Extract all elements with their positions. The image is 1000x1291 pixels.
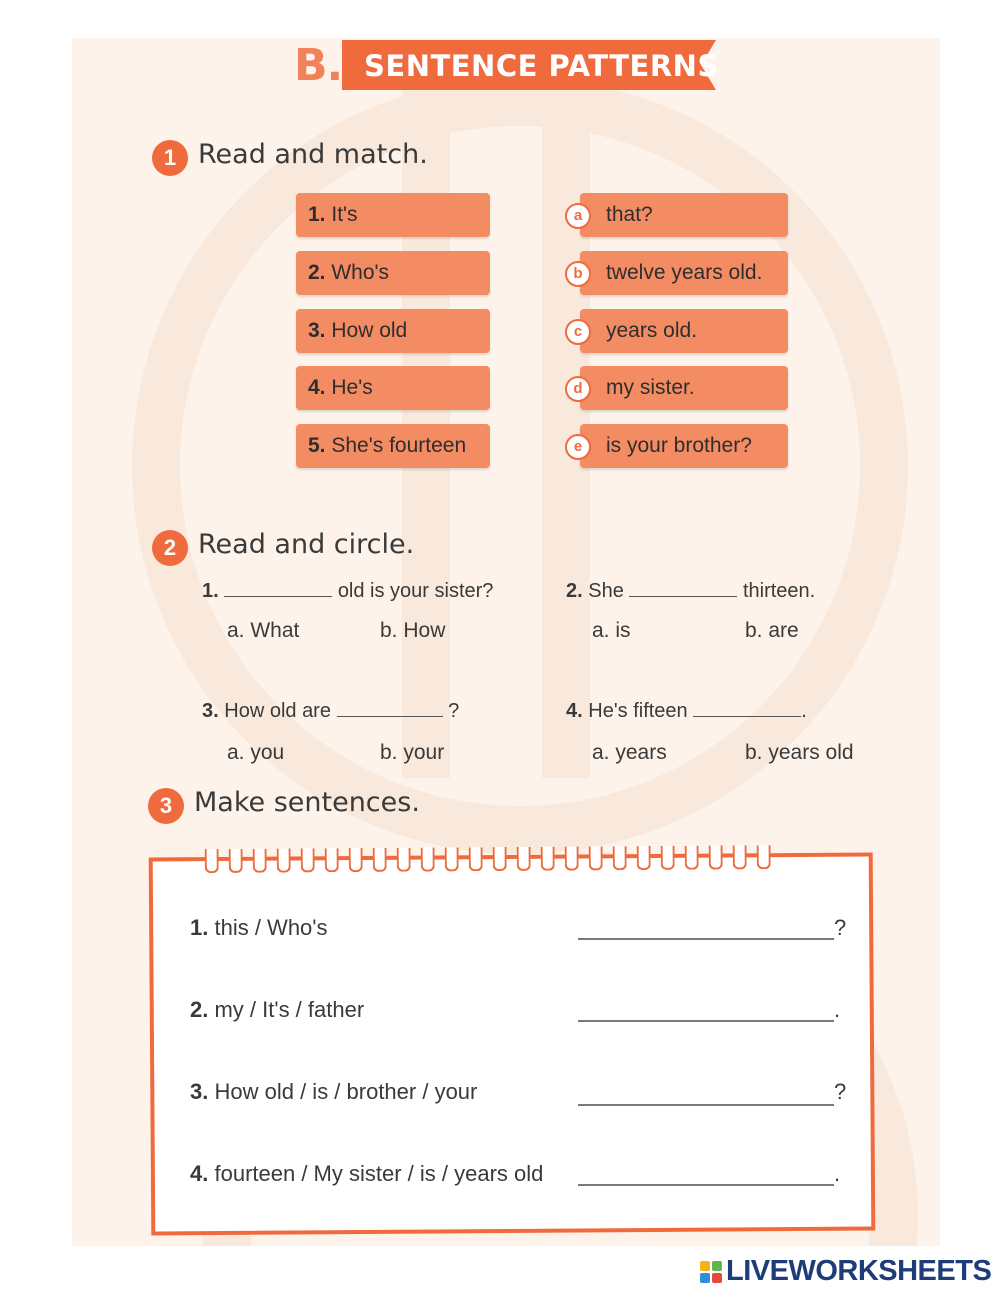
option-letter-badge: c [565,319,591,345]
spiral-ring [229,849,243,873]
item-text: years old. [606,319,698,342]
item-text: twelve years old. [606,261,763,284]
item-text: He's [331,376,373,399]
match-left-item[interactable] [296,309,490,353]
question-before: He's fifteen [588,700,688,722]
item-text: She's fourteen [331,434,467,457]
section-title: Read and match. [198,139,428,170]
match-right-item[interactable] [580,424,788,468]
answer-blank[interactable] [224,595,332,597]
item-text: that? [606,203,653,226]
spiral-ring [613,846,627,870]
sentence-prompt-2 [190,997,364,1023]
spiral-ring [277,849,291,873]
brand-name: LIVEWORKSHEETS [726,1255,992,1287]
item-number: 3. [308,319,326,342]
section-title: Make sentences. [194,787,420,818]
spiral-ring [493,847,507,871]
item-number: 2. [308,261,326,284]
option-b[interactable]: b. years old [745,741,854,764]
spiral-ring [517,847,531,871]
spiral-ring [541,847,555,871]
item-text: my sister. [606,376,695,399]
match-right-item[interactable] [580,309,788,353]
match-right-item[interactable] [580,366,788,410]
question-number: 4. [566,700,583,722]
item-number: 1. [190,915,209,940]
item-text: It's [331,203,358,226]
spiral-ring [589,846,603,870]
question-number: 2. [566,580,583,602]
question-3 [202,700,459,723]
option-a[interactable]: a. is [592,619,631,642]
answer-line[interactable] [578,938,834,940]
question-after: old is your sister? [337,580,494,602]
answer-blank[interactable] [693,715,801,717]
spiral-ring [445,847,459,871]
item-number: 2. [190,997,209,1022]
question-before: How old are [224,700,331,722]
section-number: 2 [152,530,188,566]
option-a[interactable]: a. you [227,741,285,764]
spiral-ring [757,845,771,869]
answer-line[interactable] [578,1020,834,1022]
spiral-ring [637,846,651,870]
question-number: 3. [202,700,219,722]
option-letter-badge: b [565,261,591,287]
item-text: Who's [331,261,390,284]
match-left-item[interactable] [296,193,490,237]
spiral-ring [709,846,723,870]
end-punctuation: ? [834,1079,847,1104]
scrambled-words: fourteen / My sister / is / years old [214,1161,544,1186]
page-title: SENTENCE PATTERNS [364,49,719,83]
sentence-prompt-3 [190,1079,477,1105]
answer-line[interactable] [578,1184,834,1186]
spiral-ring [685,846,699,870]
logo-grid-icon [700,1261,722,1283]
match-right-item[interactable] [580,251,788,295]
option-b[interactable]: b. are [745,619,799,642]
section-title: Read and circle. [198,529,415,560]
spiral-ring [661,846,675,870]
watermark-circle [132,78,908,854]
end-punctuation: . [834,1161,841,1186]
item-number: 4. [308,376,326,399]
end-punctuation: . [834,997,841,1022]
option-b[interactable]: b. How [380,619,446,642]
question-4 [566,700,807,723]
spiral-ring [421,848,435,872]
question-number: 1. [202,580,219,602]
question-after: ? [448,700,460,722]
answer-blank[interactable] [629,595,737,597]
item-number: 5. [308,434,326,457]
option-letter-badge: d [565,376,591,402]
match-left-item[interactable] [296,424,490,468]
answer-blank[interactable] [337,715,443,717]
spiral-ring [469,847,483,871]
question-1 [202,580,493,603]
section-letter: B. [294,40,343,91]
match-left-item[interactable] [296,251,490,295]
match-left-item[interactable] [296,366,490,410]
sentence-prompt-4 [190,1161,543,1187]
match-right-item[interactable] [580,193,788,237]
spiral-ring [205,849,219,873]
option-a[interactable]: a. What [227,619,300,642]
option-letter-badge: e [565,434,591,460]
item-number: 1. [308,203,326,226]
answer-line[interactable] [578,1104,834,1106]
spiral-ring [301,848,315,872]
spiral-ring [325,848,339,872]
spiral-ring [349,848,363,872]
spiral-ring [565,847,579,871]
section-number: 1 [152,140,188,176]
question-after: . [801,700,807,722]
scrambled-words: my / It's / father [214,997,365,1022]
end-punctuation: ? [834,915,847,940]
spiral-ring [253,849,267,873]
spiral-ring [373,848,387,872]
option-letter-badge: a [565,203,591,229]
scrambled-words: this / Who's [214,915,328,940]
spiral-ring [397,848,411,872]
spiral-ring [733,845,747,869]
item-number: 4. [190,1161,209,1186]
question-2 [566,580,815,603]
question-before: She [588,580,624,602]
item-text: How old [331,319,408,342]
option-a[interactable]: a. years [592,741,667,764]
liveworksheets-logo [700,1255,991,1288]
section-number: 3 [148,788,184,824]
item-text: is your brother? [606,434,752,457]
option-b[interactable]: b. your [380,741,445,764]
scrambled-words: How old / is / brother / your [214,1079,478,1104]
item-number: 3. [190,1079,209,1104]
sentence-prompt-1 [190,915,328,941]
question-after: thirteen. [742,580,816,602]
